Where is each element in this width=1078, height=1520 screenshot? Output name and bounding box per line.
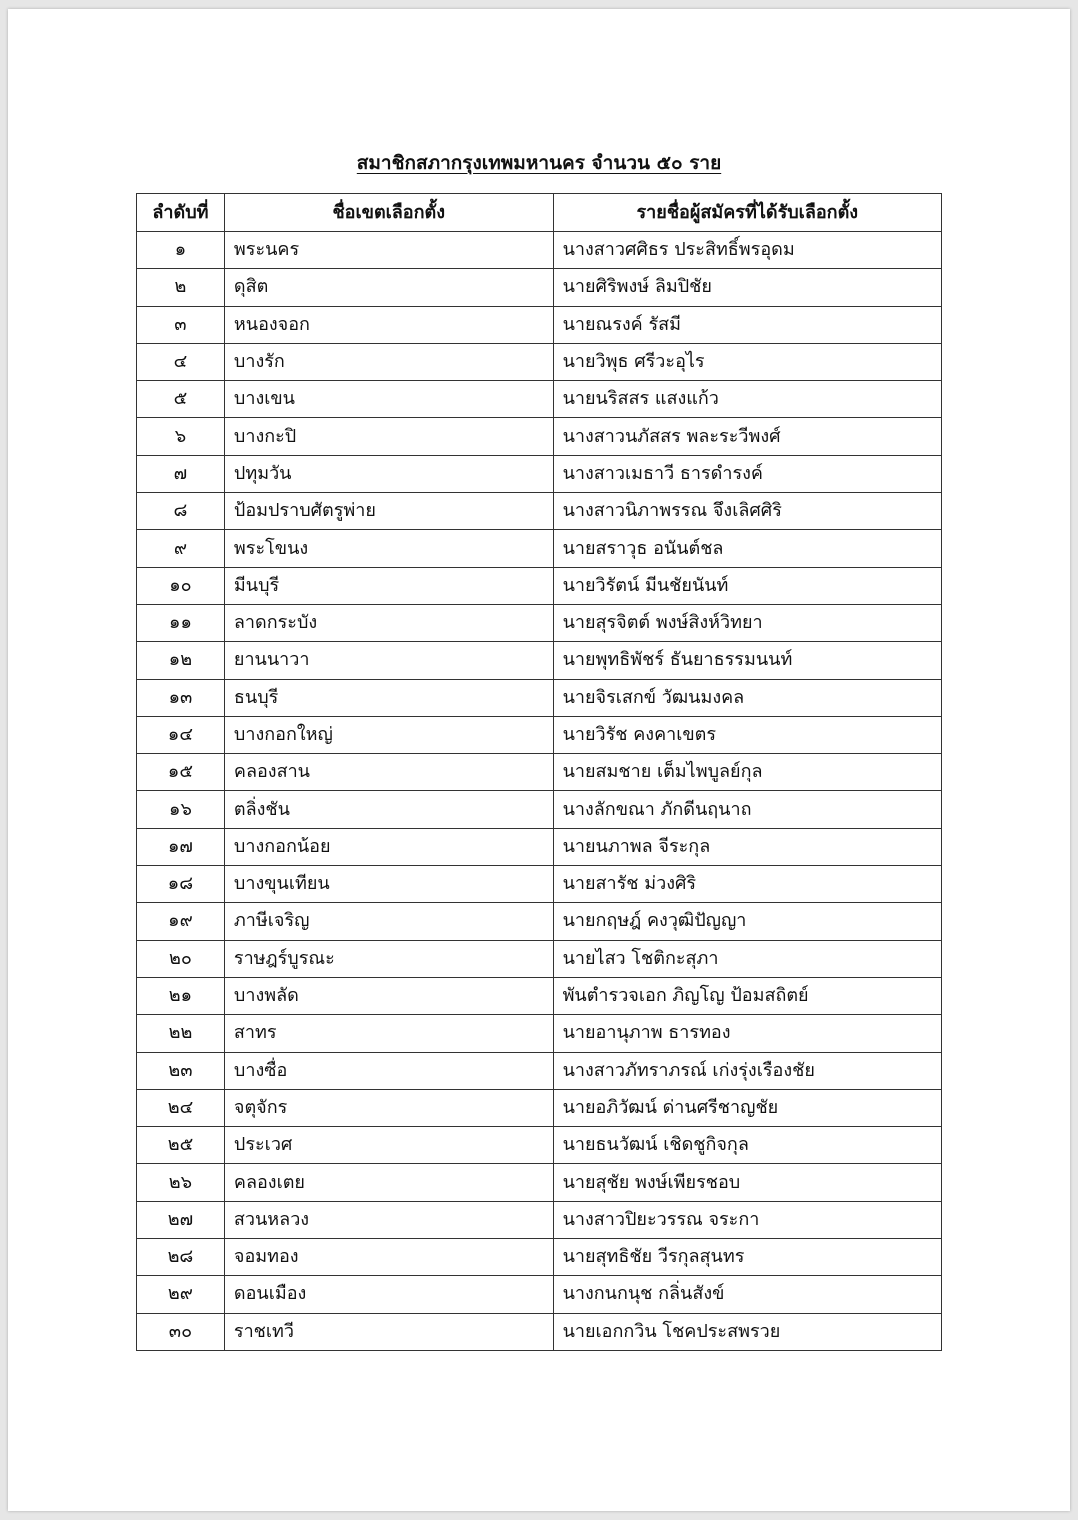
table-row [137, 903, 942, 940]
cell-name: นายสุชัย พงษ์เพียรชอบ [553, 1164, 941, 1201]
cell-district: มีนบุรี [224, 567, 553, 604]
cell-district: ตลิ่งชัน [224, 791, 553, 828]
cell-order: ๑๑ [137, 604, 225, 641]
cell-district: คลองเตย [224, 1164, 553, 1201]
cell-order: ๒๔ [137, 1089, 225, 1126]
cell-name: นายอภิวัฒน์ ด่านศรีชาญชัย [553, 1089, 941, 1126]
header-district: ชื่อเขตเลือกตั้ง [224, 194, 553, 232]
cell-district: ภาษีเจริญ [224, 903, 553, 940]
table-row [137, 642, 942, 679]
table-row [137, 977, 942, 1014]
cell-order: ๒๓ [137, 1052, 225, 1089]
cell-district: พระโขนง [224, 530, 553, 567]
cell-name: นายนภาพล จีระกุล [553, 828, 941, 865]
cell-district: บางรัก [224, 343, 553, 380]
table-row [137, 381, 942, 418]
cell-order: ๕ [137, 381, 225, 418]
cell-name: นายไสว โชติกะสุภา [553, 940, 941, 977]
cell-district: ดุสิต [224, 269, 553, 306]
table-row [137, 604, 942, 641]
cell-district: หนองจอก [224, 306, 553, 343]
cell-name: นายสมชาย เต็มไพบูลย์กุล [553, 754, 941, 791]
cell-order: ๑๙ [137, 903, 225, 940]
table-row [137, 866, 942, 903]
cell-name: นายสารัช ม่วงศิริ [553, 866, 941, 903]
cell-name: นายสุรจิตต์ พงษ์สิงห์วิทยา [553, 604, 941, 641]
cell-district: ป้อมปราบศัตรูพ่าย [224, 493, 553, 530]
cell-district: ธนบุรี [224, 679, 553, 716]
cell-district: จตุจักร [224, 1089, 553, 1126]
cell-name: นายจิรเสกข์ วัฒนมงคล [553, 679, 941, 716]
cell-order: ๗ [137, 455, 225, 492]
table-row [137, 828, 942, 865]
table-header-row [137, 194, 942, 232]
cell-district: ราษฎร์บูรณะ [224, 940, 553, 977]
cell-district: ประเวศ [224, 1127, 553, 1164]
cell-order: ๑๐ [137, 567, 225, 604]
cell-order: ๖ [137, 418, 225, 455]
table-row [137, 232, 942, 269]
cell-district: บางเขน [224, 381, 553, 418]
cell-district: ยานนาวา [224, 642, 553, 679]
cell-order: ๒ [137, 269, 225, 306]
table-row [137, 1127, 942, 1164]
cell-name: นายอานุภาพ ธารทอง [553, 1015, 941, 1052]
cell-order: ๑๕ [137, 754, 225, 791]
cell-district: ดอนเมือง [224, 1276, 553, 1313]
cell-district: บางกะปิ [224, 418, 553, 455]
table-row [137, 418, 942, 455]
cell-district: คลองสาน [224, 754, 553, 791]
table-row [137, 1276, 942, 1313]
cell-name: นายวิพุธ ศรีวะอุไร [553, 343, 941, 380]
cell-name: นายธนวัฒน์ เชิดชูกิจกุล [553, 1127, 941, 1164]
cell-order: ๒๐ [137, 940, 225, 977]
cell-order: ๔ [137, 343, 225, 380]
table-row [137, 754, 942, 791]
cell-order: ๘ [137, 493, 225, 530]
cell-district: สาทร [224, 1015, 553, 1052]
cell-name: นางสาวศศิธร ประสิทธิ์พรอุดม [553, 232, 941, 269]
cell-name: นายสราวุธ อนันต์ชล [553, 530, 941, 567]
cell-order: ๒๘ [137, 1239, 225, 1276]
cell-name: นายวิรัช คงคาเขตร [553, 716, 941, 753]
cell-order: ๑๘ [137, 866, 225, 903]
cell-order: ๒๖ [137, 1164, 225, 1201]
cell-order: ๒๒ [137, 1015, 225, 1052]
document-page [8, 9, 1070, 1511]
table-row [137, 716, 942, 753]
table-row [137, 1089, 942, 1126]
header-name: รายชื่อผู้สมัครที่ได้รับเลือกตั้ง [553, 194, 941, 232]
members-table [136, 193, 942, 1351]
cell-order: ๑๖ [137, 791, 225, 828]
cell-name: นางลักขณา ภักดีนฤนาถ [553, 791, 941, 828]
table-row [137, 567, 942, 604]
cell-order: ๒๙ [137, 1276, 225, 1313]
table-row [137, 791, 942, 828]
table-row [137, 493, 942, 530]
cell-district: บางกอกใหญ่ [224, 716, 553, 753]
cell-district: ปทุมวัน [224, 455, 553, 492]
document-title-text: สมาชิกสภากรุงเทพมหานคร จำนวน ๕๐ ราย [356, 152, 722, 174]
cell-district: ลาดกระบัง [224, 604, 553, 641]
cell-order: ๑๔ [137, 716, 225, 753]
cell-name: นายสุทธิชัย วีรกุลสุนทร [553, 1239, 941, 1276]
table-body [137, 232, 942, 1351]
table-row [137, 940, 942, 977]
table-row [137, 269, 942, 306]
document-title [8, 148, 1070, 178]
table-row [137, 1164, 942, 1201]
cell-order: ๑ [137, 232, 225, 269]
cell-order: ๓ [137, 306, 225, 343]
cell-district: สวนหลวง [224, 1201, 553, 1238]
table-row [137, 679, 942, 716]
cell-district: บางขุนเทียน [224, 866, 553, 903]
cell-name: นางสาวนิภาพรรณ จึงเลิศศิริ [553, 493, 941, 530]
cell-name: นายณรงค์ รัสมี [553, 306, 941, 343]
cell-order: ๒๗ [137, 1201, 225, 1238]
cell-order: ๑๓ [137, 679, 225, 716]
cell-district: บางพลัด [224, 977, 553, 1014]
cell-order: ๒๑ [137, 977, 225, 1014]
cell-name: นายกฤษฎ์ คงวุฒิปัญญา [553, 903, 941, 940]
table-row [137, 1239, 942, 1276]
table-row [137, 455, 942, 492]
cell-order: ๙ [137, 530, 225, 567]
cell-name: นายศิริพงษ์ ลิมปิชัย [553, 269, 941, 306]
table-row [137, 1052, 942, 1089]
table-row [137, 530, 942, 567]
cell-district: จอมทอง [224, 1239, 553, 1276]
cell-name: นางสาวเมธาวี ธารดำรงค์ [553, 455, 941, 492]
cell-name: พันตำรวจเอก ภิญโญ ป้อมสถิตย์ [553, 977, 941, 1014]
table-row [137, 1015, 942, 1052]
cell-order: ๓๐ [137, 1313, 225, 1350]
cell-name: นางกนกนุช กลิ่นสังข์ [553, 1276, 941, 1313]
cell-name: นายพุทธิพัชร์ ธันยาธรรมนนท์ [553, 642, 941, 679]
cell-district: ราชเทวี [224, 1313, 553, 1350]
cell-name: นางสาวภัทราภรณ์ เก่งรุ่งเรืองชัย [553, 1052, 941, 1089]
cell-district: พระนคร [224, 232, 553, 269]
header-order: ลำดับที่ [137, 194, 225, 232]
cell-name: นางสาวนภัสสร พละระวีพงศ์ [553, 418, 941, 455]
cell-district: บางซื่อ [224, 1052, 553, 1089]
table-row [137, 343, 942, 380]
table-row [137, 306, 942, 343]
cell-name: นายนริสสร แสงแก้ว [553, 381, 941, 418]
cell-order: ๒๕ [137, 1127, 225, 1164]
cell-name: นายเอกกวิน โชคประสพรวย [553, 1313, 941, 1350]
cell-order: ๑๒ [137, 642, 225, 679]
cell-order: ๑๗ [137, 828, 225, 865]
table-row [137, 1201, 942, 1238]
table-row [137, 1313, 942, 1350]
cell-name: นางสาวปิยะวรรณ จระกา [553, 1201, 941, 1238]
cell-district: บางกอกน้อย [224, 828, 553, 865]
cell-name: นายวิรัตน์ มีนชัยนันท์ [553, 567, 941, 604]
